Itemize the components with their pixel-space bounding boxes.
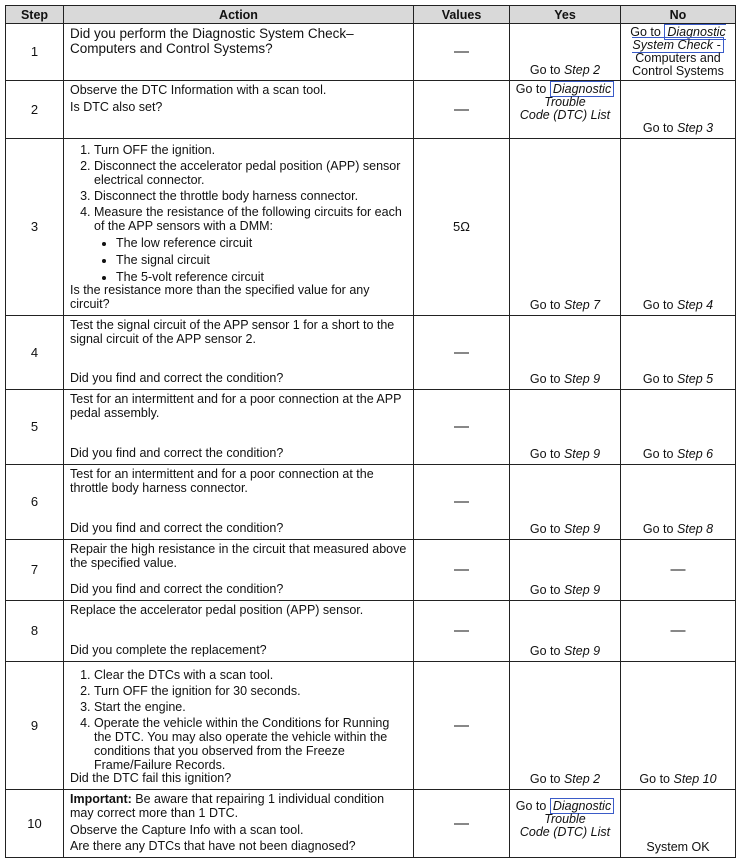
action-text: Repair the high resistance in the circuit that measured above the specified value. <box>70 542 407 570</box>
yes-cell <box>510 316 621 390</box>
action-question: Did you complete the replacement? <box>70 643 267 657</box>
no-link[interactable]: Diagnostic System Check - <box>632 25 726 52</box>
value-cell <box>414 81 510 139</box>
no-link[interactable]: Step 5 <box>676 372 714 386</box>
yes-cell <box>510 540 621 601</box>
yes-link[interactable]: Diagnostic <box>550 798 614 814</box>
header-yes: Yes <box>510 6 621 24</box>
yes-cell <box>510 465 621 540</box>
no-cell <box>621 790 736 858</box>
value-cell <box>414 790 510 858</box>
yes-link-rest: Code (DTC) List <box>519 108 611 122</box>
action-text: Observe the Capture Info with a scan tool. <box>70 823 304 837</box>
action-bullet: • The 5-volt reference circuit <box>116 270 407 284</box>
action-text: Test the signal circuit of the APP sensor 1 for a short to the signal circuit of the APP sensor 2. <box>70 318 395 346</box>
yes-link-rest: Trouble <box>544 95 586 109</box>
step-number: 2 <box>6 81 64 139</box>
yes-link[interactable]: Step 2 <box>563 772 601 786</box>
diagnostic-table-page <box>5 5 735 858</box>
yes-cell <box>510 24 621 81</box>
action-question: Did you find and correct the condition? <box>70 521 284 535</box>
goto-label: Go to <box>642 298 674 312</box>
action-item: 3. Disconnect the throttle body harness connector. <box>94 189 407 203</box>
goto-label: Go to <box>642 372 674 386</box>
action-question: Did you find and correct the condition? <box>70 446 284 460</box>
action-item: 2. Disconnect the accelerator pedal position (APP) sensor electrical connector. <box>94 159 407 187</box>
goto-label: Go to <box>529 63 561 77</box>
action-cell <box>64 316 414 390</box>
table-row <box>6 790 736 858</box>
step-number: 8 <box>6 601 64 662</box>
table-row <box>6 465 736 540</box>
important-text: Be aware that repairing 1 individual condition may correct more than 1 DTC. <box>70 792 385 820</box>
value-text: 5Ω <box>453 219 470 234</box>
action-question: Did you find and correct the condition? <box>70 582 284 596</box>
step-number: 5 <box>6 390 64 465</box>
action-cell <box>64 81 414 139</box>
value-cell <box>414 139 510 316</box>
no-value-text: — <box>670 561 686 578</box>
table-row <box>6 390 736 465</box>
action-item: 2. Turn OFF the ignition for 30 seconds. <box>94 684 407 698</box>
action-text: Did you perform the Diagnostic System Check–Computers and Control Systems? <box>70 26 354 56</box>
header-action: Action <box>64 6 414 24</box>
diagnostic-table <box>5 5 736 858</box>
no-link[interactable]: Step 6 <box>676 447 714 461</box>
important-label: Important: <box>70 792 132 806</box>
value-cell <box>414 540 510 601</box>
value-cell <box>414 24 510 81</box>
yes-cell <box>510 390 621 465</box>
action-question: Is the resistance more than the specified value for any circuit? <box>70 283 370 311</box>
goto-label: Go to <box>529 772 561 786</box>
yes-link[interactable]: Step 7 <box>563 298 601 312</box>
action-text: Observe the DTC Information with a scan tool. <box>70 83 327 97</box>
action-text: Test for an intermittent and for a poor connection at the APP pedal assembly. <box>70 392 402 420</box>
yes-link[interactable]: Step 9 <box>563 447 601 461</box>
value-cell <box>414 316 510 390</box>
action-cell <box>64 139 414 316</box>
important-note <box>70 792 407 820</box>
value-text: — <box>454 561 469 578</box>
goto-label: Go to <box>529 447 561 461</box>
step-number: 6 <box>6 465 64 540</box>
yes-cell <box>510 81 621 139</box>
goto-label: Go to <box>529 298 561 312</box>
table-row <box>6 540 736 601</box>
action-item: 1. Clear the DTCs with a scan tool. <box>94 668 407 682</box>
goto-label: Go to <box>529 522 561 536</box>
action-question: Did you find and correct the condition? <box>70 371 284 385</box>
no-link[interactable]: Step 4 <box>676 298 714 312</box>
no-cell <box>621 662 736 790</box>
value-cell <box>414 601 510 662</box>
yes-cell <box>510 790 621 858</box>
header-step: Step <box>6 6 64 24</box>
value-cell <box>414 662 510 790</box>
no-cell <box>621 465 736 540</box>
no-link-rest: Computers and Control Systems <box>632 51 724 78</box>
table-row <box>6 662 736 790</box>
no-link[interactable]: Step 8 <box>676 522 714 536</box>
header-row <box>6 6 736 24</box>
header-no: No <box>621 6 736 24</box>
no-cell <box>621 390 736 465</box>
yes-link[interactable]: Step 2 <box>563 63 601 77</box>
yes-cell <box>510 139 621 316</box>
no-cell <box>621 139 736 316</box>
header-values: Values <box>414 6 510 24</box>
yes-link[interactable]: Step 9 <box>563 522 601 536</box>
goto-label: Go to <box>515 799 547 813</box>
goto-label: Go to <box>529 372 561 386</box>
action-cell <box>64 540 414 601</box>
value-text: — <box>454 418 469 435</box>
goto-label: Go to <box>642 522 674 536</box>
action-bullet: • The signal circuit <box>116 253 407 267</box>
yes-cell <box>510 662 621 790</box>
action-bullet: • The low reference circuit <box>116 236 407 250</box>
no-cell <box>621 316 736 390</box>
step-number: 4 <box>6 316 64 390</box>
action-item <box>94 205 407 284</box>
goto-label: Go to <box>515 82 547 96</box>
no-value-text: — <box>670 622 686 639</box>
action-item: 4. Operate the vehicle within the Conditions for Running the DTC. You may also operate the vehicle within the conditions that you observed from the Freeze Frame/Failure Records. <box>94 716 407 772</box>
no-cell <box>621 540 736 601</box>
yes-link-rest: Code (DTC) List <box>519 825 611 839</box>
value-text: — <box>454 343 469 361</box>
step-number: 9 <box>6 662 64 790</box>
action-cell <box>64 790 414 858</box>
yes-cell <box>510 601 621 662</box>
yes-link[interactable]: Step 9 <box>563 583 601 597</box>
action-question: Is DTC also set? <box>70 100 163 114</box>
no-link[interactable]: Step 10 <box>673 772 717 786</box>
value-text: — <box>454 716 469 734</box>
value-text: — <box>454 622 469 639</box>
yes-link[interactable]: Diagnostic <box>550 81 614 97</box>
step-number: 3 <box>6 139 64 316</box>
value-text: — <box>454 100 469 118</box>
value-text: — <box>454 814 469 832</box>
system-ok-text: System OK <box>646 840 710 854</box>
no-cell <box>621 81 736 139</box>
action-text: Test for an intermittent and for a poor connection at the throttle body harness connector. <box>70 467 374 495</box>
goto-label: Go to <box>630 25 661 39</box>
action-question: Did the DTC fail this ignition? <box>70 771 232 785</box>
no-cell <box>621 24 736 81</box>
yes-link-rest: Trouble <box>544 812 586 826</box>
goto-label: Go to <box>529 583 561 597</box>
step-number: 10 <box>6 790 64 858</box>
action-item: 1. Turn OFF the ignition. <box>94 143 407 157</box>
goto-label: Go to <box>639 772 670 786</box>
value-cell <box>414 465 510 540</box>
table-row <box>6 601 736 662</box>
action-cell <box>64 24 414 81</box>
value-cell <box>414 390 510 465</box>
value-text: — <box>454 493 469 510</box>
goto-label: Go to <box>529 644 561 658</box>
action-item: 3. Start the engine. <box>94 700 407 714</box>
table-row <box>6 316 736 390</box>
yes-link[interactable]: Step 9 <box>563 644 601 658</box>
action-cell <box>64 465 414 540</box>
action-cell <box>64 390 414 465</box>
table-row <box>6 139 736 316</box>
goto-label: Go to <box>642 121 674 135</box>
value-text: — <box>454 43 469 60</box>
no-link[interactable]: Step 3 <box>676 121 714 135</box>
table-row <box>6 81 736 139</box>
yes-link[interactable]: Step 9 <box>563 372 601 386</box>
step-number: 7 <box>6 540 64 601</box>
action-item-text: Measure the resistance of the following circuits for each of the APP sensors with a DMM: <box>94 205 402 233</box>
action-text: Replace the accelerator pedal position (APP) sensor. <box>70 603 364 617</box>
action-question: Are there any DTCs that have not been diagnosed? <box>70 839 356 853</box>
step-number: 1 <box>6 24 64 81</box>
goto-label: Go to <box>642 447 674 461</box>
no-cell <box>621 601 736 662</box>
action-cell <box>64 601 414 662</box>
action-cell <box>64 662 414 790</box>
table-row <box>6 24 736 81</box>
